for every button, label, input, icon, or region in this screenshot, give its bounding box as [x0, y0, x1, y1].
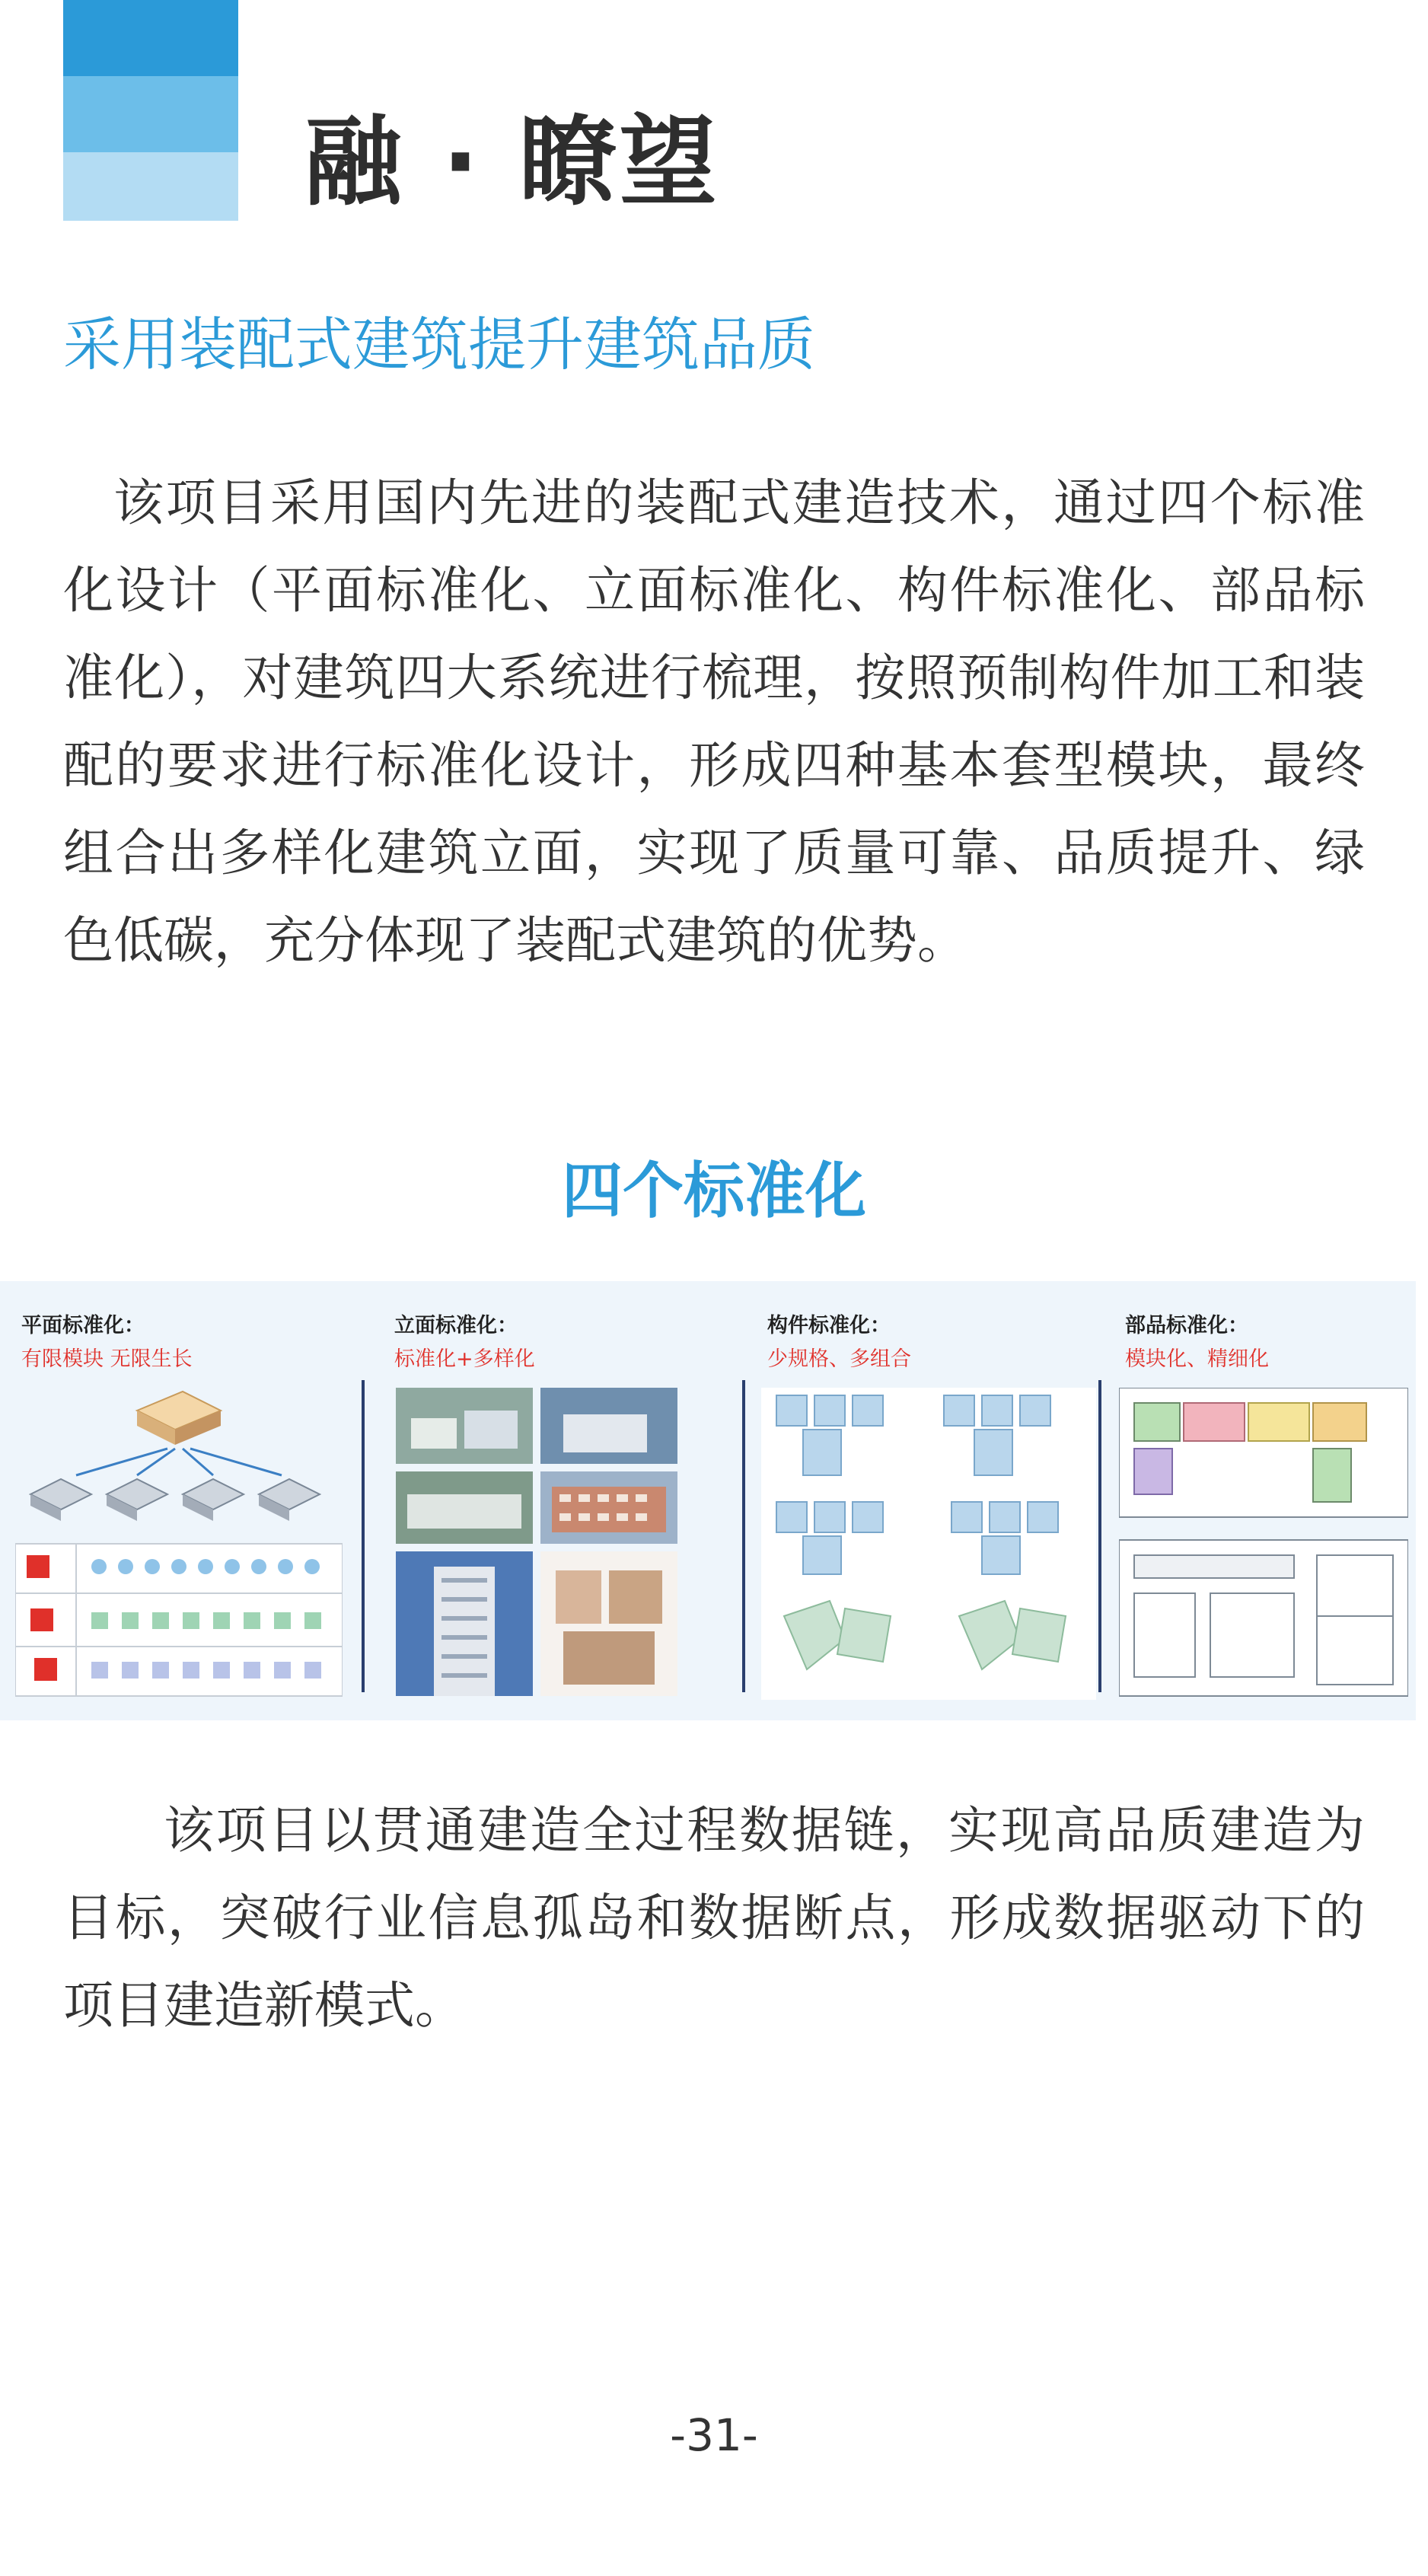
- figure-panel-parts: [1104, 1281, 1416, 1720]
- panel-heading: 构件标准化：: [767, 1314, 891, 1337]
- panel-subtitle: 标准化+多样化: [394, 1347, 535, 1371]
- page-title: 融 · 瞭望: [304, 106, 720, 219]
- section-heading: 采用装配式建筑提升建筑品质: [63, 311, 815, 378]
- panel-heading: 立面标准化：: [394, 1314, 518, 1337]
- part-layout-illustration: [1119, 1388, 1408, 1700]
- panel-heading: 平面标准化：: [21, 1314, 145, 1337]
- facade-photos-illustration: [388, 1388, 731, 1700]
- panel-subtitle: 少规格、多组合: [767, 1347, 911, 1371]
- panel-subtitle: 模块化、精细化: [1125, 1347, 1269, 1371]
- panel-heading: 部品标准化：: [1125, 1314, 1248, 1337]
- figure-divider: [362, 1380, 365, 1692]
- figure-panel-facade: [373, 1281, 746, 1720]
- header-block-dark: [63, 0, 238, 76]
- header-block-mid: [63, 76, 238, 152]
- paragraph-intro: 该项目采用国内先进的装配式建造技术，通过四个标准化设计（平面标准化、立面标准化、构件标准化、部品标准化），对建筑四大系统进行梳理，按照预制构件加工和装配的要求进行标准化设计，形成四种基本套型模块，最终组合出多样化建筑立面，实现了质量可靠、品质提升、绿色低碳，充分体现了装配式建筑的优势。: [63, 473, 1365, 970]
- figure-title: 四个标准化: [562, 1156, 866, 1226]
- panel-subtitle: 有限模块 无限生长: [21, 1347, 193, 1371]
- floor-plan-modules-illustration: [15, 1388, 343, 1700]
- header-block-light: [63, 152, 238, 221]
- figure-divider: [742, 1380, 745, 1692]
- component-plans-illustration: [761, 1388, 1096, 1700]
- figure-panel-components: [746, 1281, 1104, 1720]
- page-number: -31-: [670, 2409, 758, 2461]
- figure-panel-plan: [0, 1281, 362, 1720]
- four-standardization-figure: [0, 1281, 1416, 1720]
- paragraph-data-chain: 该项目以贯通建造全过程数据链，实现高品质建造为目标，突破行业信息孤岛和数据断点，形成数据驱动下的项目建造新模式。: [63, 1801, 1365, 2035]
- figure-divider: [1098, 1380, 1101, 1692]
